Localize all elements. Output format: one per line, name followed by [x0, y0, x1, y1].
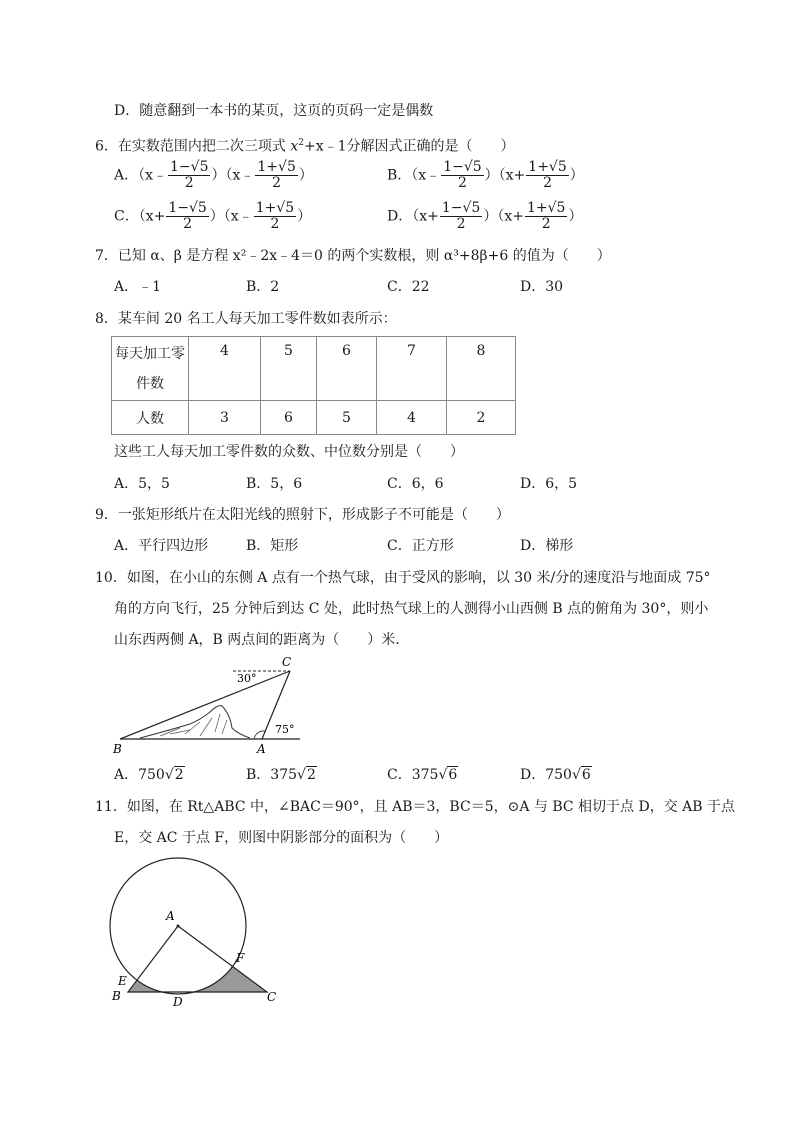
q7-option-b: B．2 — [246, 279, 280, 295]
q8-option-d: D．6，5 — [520, 476, 578, 492]
label-c: C — [267, 990, 277, 1004]
table-row-header: 每天加工零 件数 — [112, 337, 189, 401]
q10-line1: 10．如图，在小山的东侧 A 点有一个热气球，由于受风的影响，以 30 米/分的速度沿与地面成 75° — [95, 570, 711, 586]
q9-option-a: A．平行四边形 — [114, 538, 209, 554]
q9-option-b: B．矩形 — [246, 538, 299, 554]
shaded-region — [128, 926, 267, 992]
q11-line1: 11．如图，在 Rt△ABC 中，∠BAC＝90°，且 AB＝3，BC＝5，⊙A 与 BC 相切于点 D，交 AB 于点 — [95, 799, 736, 815]
q7-option-d: D．30 — [520, 279, 564, 295]
label-a: A — [166, 909, 175, 923]
q8-option-b: B．5，6 — [246, 476, 303, 492]
q10-option-c: C．375√6 — [387, 767, 458, 783]
q8-option-c: C．6，6 — [387, 476, 444, 492]
table-row — [112, 401, 516, 435]
table-cell: 4 — [189, 337, 261, 401]
label-c: C — [282, 655, 292, 669]
table-cell: 6 — [317, 337, 377, 401]
fraction: $\frac{1+√5}{2}$ — [255, 200, 295, 232]
center-point — [177, 925, 180, 928]
q9-option-c: C．正方形 — [387, 538, 454, 554]
q6-option-d: D．（x+ $\frac{1-√5}{2}$ ）（x+ $\frac{1+√5}{2}$ ） — [387, 200, 583, 232]
q6-stem: 6．在实数范围内把二次三项式 $x^2+x﹣1$分解因式正确的是（ ） — [95, 138, 515, 155]
table-cell: 5 — [317, 401, 377, 435]
q8-question: 这些工人每天加工零件数的众数、中位数分别是（ ） — [114, 444, 464, 460]
fraction: $\frac{1+√5}{2}$ — [528, 159, 567, 191]
table-cell: 7 — [377, 337, 447, 401]
fraction: $\frac{1-√5}{2}$ — [441, 200, 481, 232]
label-a: A — [257, 742, 266, 756]
fraction: $\frac{1-√5}{2}$ — [168, 200, 207, 232]
table-cell: 8 — [447, 337, 516, 401]
q5-option-d: D．随意翻到一本书的某页，这页的页码一定是偶数 — [114, 103, 434, 119]
table-cell: 6 — [261, 401, 317, 435]
label-e: E — [118, 974, 127, 988]
table-row-header: 人数 — [112, 401, 189, 435]
q10-figure — [100, 652, 310, 762]
q7-option-a: A．﹣1 — [114, 279, 162, 295]
q10-line2: 角的方向飞行，25 分钟后到达 C 处，此时热气球上的人测得小山西侧 B 点的俯角为 30°，则小 — [114, 601, 709, 617]
q9-stem: 9．一张矩形纸片在太阳光线的照射下，形成影子不可能是（ ） — [95, 507, 510, 523]
label-b: B — [112, 989, 121, 1003]
label-75deg: 75° — [275, 723, 295, 736]
table-cell: 5 — [261, 337, 317, 401]
mountain-hatching — [160, 714, 227, 736]
label-30deg: 30° — [237, 672, 257, 685]
q6-option-a: A．（x﹣ $\frac{1-√5}{2}$ ）（x﹣ $\frac{1+√5}{2}$ ） — [114, 159, 313, 191]
q10-line3: 山东西两侧 A，B 两点间的距离为（ ）米． — [114, 632, 410, 648]
table-row — [112, 337, 516, 401]
q7-stem: 7．已知 α、β 是方程 x²﹣2x﹣4＝0 的两个实数根，则 α³+8β+6 的值为（ ） — [95, 248, 611, 264]
q7-option-c: C．22 — [387, 279, 430, 295]
table-cell: 4 — [377, 401, 447, 435]
label-d: D — [173, 995, 183, 1009]
q8-option-a: A．5，5 — [114, 476, 170, 492]
q9-option-d: D．梯形 — [520, 538, 574, 554]
q6-option-b: B．（x﹣ $\frac{1-√5}{2}$ ）（x+ $\frac{1+√5}{2}$ ） — [387, 159, 584, 191]
mountain-outline — [140, 706, 250, 738]
fraction: $\frac{1-√5}{2}$ — [443, 159, 482, 191]
q11-figure — [100, 850, 290, 1012]
q10-option-a: A．750√2 — [114, 767, 184, 783]
fraction: $\frac{1+√5}{2}$ — [257, 159, 296, 191]
q8-table — [111, 336, 516, 435]
table-cell: 3 — [189, 401, 261, 435]
q8-stem: 8．某车间 20 名工人每天加工零件数如表所示： — [95, 311, 397, 327]
q6-option-c: C．（x+ $\frac{1-√5}{2}$ ）（x﹣ $\frac{1+√5}{2}$ ） — [114, 200, 312, 232]
label-b: B — [113, 742, 122, 756]
q10-option-b: B．375√2 — [246, 767, 316, 783]
label-f: F — [236, 951, 245, 965]
fraction: $\frac{1+√5}{2}$ — [526, 200, 566, 232]
q10-option-d: D．750√6 — [520, 767, 591, 783]
fraction: $\frac{1-√5}{2}$ — [170, 159, 209, 191]
q11-line2: E，交 AC 于点 F，则图中阴影部分的面积为（ ） — [114, 830, 449, 846]
table-cell: 2 — [447, 401, 516, 435]
